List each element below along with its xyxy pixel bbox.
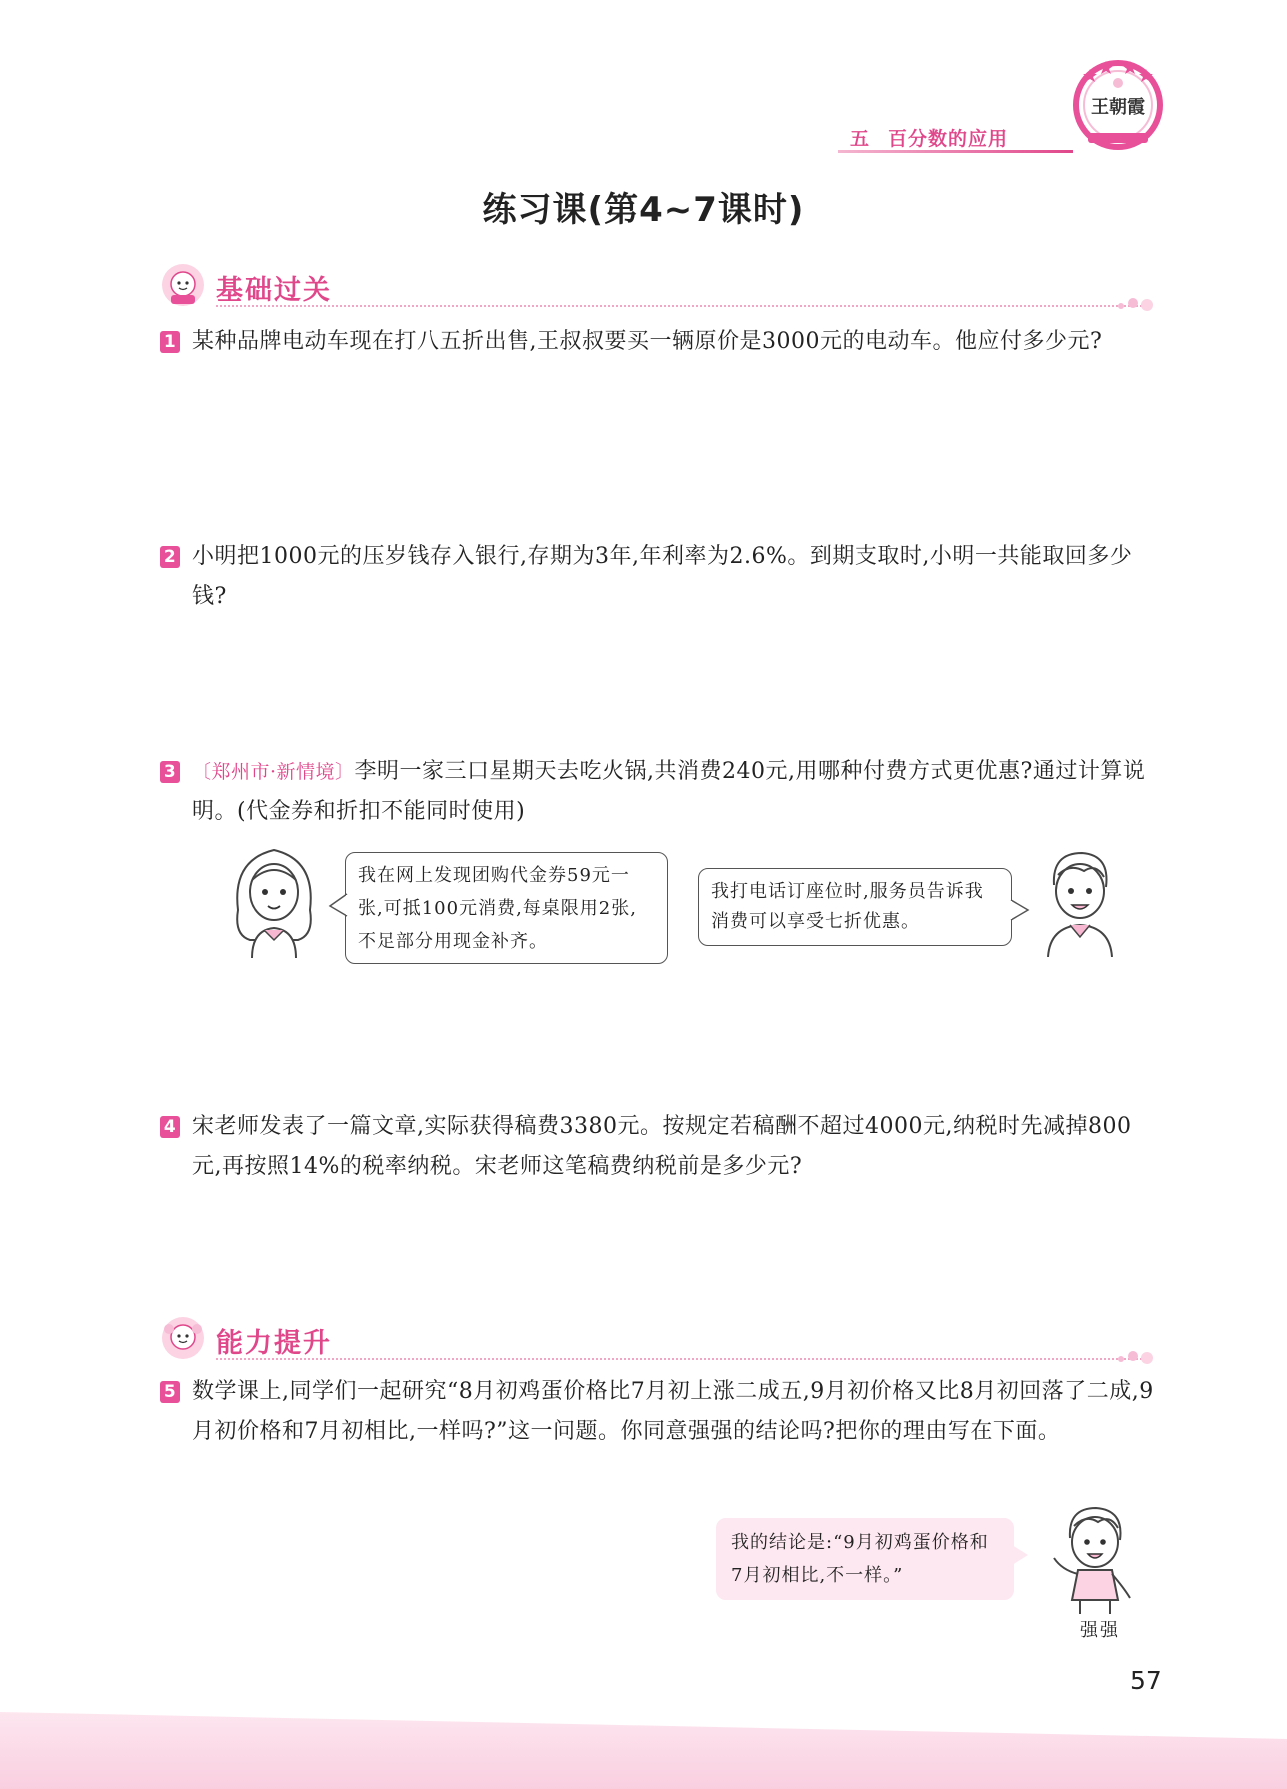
question-text: 李明一家三口星期天去吃火锅,共消费240元,用哪种付费方式更优惠?通过计算说明。(代金券和折扣不能同时使用) [192, 759, 1146, 824]
bubble-tail-icon [1010, 898, 1030, 924]
section-advanced-label: 能力提升 [216, 1328, 332, 1359]
chapter-title: 百分数的应用 [888, 128, 1009, 150]
svg-text:王朝霞: 王朝霞 [1091, 97, 1145, 118]
bubble-tail-icon [328, 892, 348, 918]
decorative-dots-icon [1115, 1349, 1155, 1365]
speech-bubble-qiangqiang [716, 1518, 1014, 1600]
qiangqiang-illustration-icon [1040, 1500, 1150, 1615]
chapter-heading [850, 124, 1008, 151]
mascot-icon [160, 1315, 206, 1361]
question-2 [160, 537, 1160, 617]
question-text-wrapper [160, 752, 1160, 832]
question-text: 某种品牌电动车现在打八五折出售,王叔叔要买一辆原价是3000元的电动车。他应付多少元? [192, 329, 1103, 354]
section-basic-label: 基础过关 [216, 275, 332, 306]
footer-band [0, 1712, 1287, 1789]
speech-bubble-text: 我打电话订座位时,服务员告诉我消费可以享受七折优惠。 [711, 881, 984, 932]
chapter-number: 五 [850, 128, 871, 150]
question-number-badge: 3 [160, 761, 180, 783]
section-advanced-header [160, 1315, 1155, 1365]
publisher-logo-icon [1070, 55, 1166, 151]
speech-bubble-boy [698, 868, 1012, 946]
mascot-icon [160, 262, 206, 308]
boy-illustration-icon [1040, 845, 1120, 957]
question-3 [160, 752, 1160, 832]
section-basic-header [160, 262, 1155, 312]
page-title: 练习课(第4~7课时) [482, 190, 805, 230]
question-source-tag: 〔郑州市·新情境〕 [192, 761, 355, 783]
question-1 [160, 322, 1160, 362]
page-number: 57 [1130, 1666, 1162, 1695]
question-number-badge: 1 [160, 331, 180, 353]
chapter-underline [838, 150, 1073, 153]
section-divider [216, 1358, 1146, 1360]
section-divider [216, 305, 1146, 307]
question-text: 宋老师发表了一篇文章,实际获得稿费3380元。按规定若稿酬不超过4000元,纳税时先减掉800元,再按照14%的税率纳税。宋老师这笔稿费纳税前是多少元? [192, 1114, 1132, 1179]
speech-bubble-text: 我在网上发现团购代金券59元一张,可抵100元消费,每桌限用2张,不足部分用现金补齐。 [358, 865, 637, 952]
decorative-dots-icon [1115, 296, 1155, 312]
question-text: 数学课上,同学们一起研究“8月初鸡蛋价格比7月初上涨二成五,9月初价格又比8月初回落了二成,9月初价格和7月初相比,一样吗?”这一问题。你同意强强的结论吗?把你的理由写在下面。 [192, 1379, 1154, 1444]
character-name: 强强 [1080, 1620, 1120, 1641]
question-4 [160, 1107, 1160, 1187]
speech-bubble-girl [345, 852, 668, 964]
question-5 [160, 1372, 1160, 1452]
girl-illustration-icon [228, 840, 320, 958]
question-number-badge: 2 [160, 546, 180, 568]
question-number-badge: 5 [160, 1381, 180, 1403]
question-text: 小明把1000元的压岁钱存入银行,存期为3年,年利率为2.6%。到期支取时,小明一共能取回多少钱? [192, 544, 1133, 609]
bubble-tail-icon [1012, 1545, 1030, 1567]
speech-bubble-text: 我的结论是:“9月初鸡蛋价格和7月初相比,不一样。” [731, 1532, 989, 1586]
question-number-badge: 4 [160, 1116, 180, 1138]
